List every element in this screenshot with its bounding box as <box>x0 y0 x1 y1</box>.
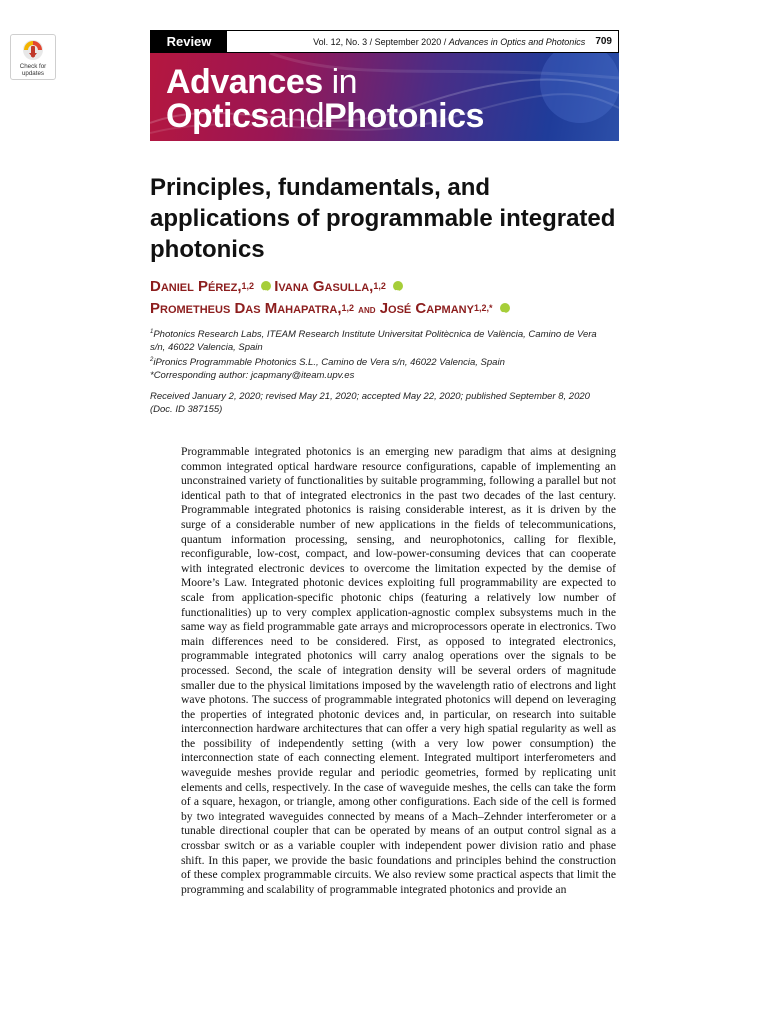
running-header <box>150 30 619 53</box>
journal-name-italic: Advances in Optics and Photonics <box>448 36 586 47</box>
updates-icon <box>21 38 45 62</box>
affiliations <box>150 326 610 382</box>
orcid-icon[interactable] <box>393 281 403 291</box>
author-and: and <box>358 304 376 316</box>
corresponding-author: *Corresponding author: jcapmany@iteam.upv.es <box>150 369 355 381</box>
affiliation-2: $^2$iPronics Programmable Photonics S.L., Camino de Vera s/n, 46022 Valencia, Spain <box>150 357 505 369</box>
author-list <box>150 276 630 321</box>
article-title: Principles, fundamentals, and applications of programmable integrated photonics <box>150 174 616 263</box>
author-4: José Capmany <box>379 300 474 317</box>
logo-word-and: and <box>268 97 325 135</box>
journal-logo-line1 <box>166 65 357 99</box>
author-3-affil: 1,2 <box>341 303 354 313</box>
volume-info <box>227 37 595 47</box>
author-1: Daniel Pérez, <box>150 278 242 295</box>
journal-logo-line2 <box>166 99 484 133</box>
journal-banner <box>150 53 619 141</box>
logo-word-advances: Advances <box>166 63 323 101</box>
publication-dates: Received January 2, 2020; revised May 21, 2020; accepted May 22, 2020; published September 8, 2020 (Doc. ID 387155) <box>150 391 590 415</box>
section-label: Review <box>151 31 227 52</box>
author-2: Ivana Gasulla, <box>274 278 374 295</box>
volume-text: Vol. 12, No. 3 / September 2020 / <box>313 36 447 47</box>
logo-word-in: in <box>331 63 358 101</box>
check-for-updates-badge[interactable] <box>10 34 56 80</box>
logo-word-optics: Optics <box>166 97 269 135</box>
author-2-affil: 1,2 <box>373 281 386 291</box>
orcid-icon[interactable] <box>500 303 510 313</box>
badge-text: Check for updates <box>19 63 47 77</box>
author-1-affil: 1,2 <box>241 281 255 291</box>
author-3: Prometheus Das Mahapatra, <box>150 300 342 317</box>
orcid-icon[interactable] <box>261 281 271 291</box>
abstract-text: Programmable integrated photonics is an emerging new paradigm that aims at designing common integrated optical hardware resource configurations, capable of implementing an unconstrained variety of functionalities by suitable programming, following a parallel but not identical path to that of integrated electronics in the past two decades of the last century. Programmable integrated photonics is raising considerable interest, as it is driven by the surge of a considerable number of new applications in the fields of telecommunications, quantum information processing, sensing, and neurophotonics, calling for flexible, reconfigurable, low-cost, compact, and low-power-consuming devices that can cooperate with integrated electronic devices to overcome the limitation expected by the demise of Moore’s Law. Integrated photonic devices exploiting full programmability are expected to scale from application-specific photonic chips (featuring a relatively low number of functionalities) up to very complex application-agnostic complex subsystems much in the same way as field programmable gate arrays and microprocessors operate in electronics. Two main differences need to be considered. First, as opposed to integrated electronics, programmable integrated photonics will carry analog operations over the signals to be processed. Second, the scale of integration density will be several orders of magnitude smaller due to the physical limitations imposed by the wavelength ratio of electrons and light wave photons. The success of programmable integrated photonics will depend on leveraging the properties of integrated photonic devices and, in particular, on research into suitable interconnection hardware architectures that can offer a very high spatial regularity as well as the possibility of independently setting (with a very low power consumption) the interconnection state of each connecting element. Integrated multiport interferometers and waveguide meshes provide regular and periodic geometries, formed by replicating unit elements and cells, respectively. In the case of waveguide meshes, the cells can take the form of a square, hexagon, or triangle, among other configurations. Each side of the cell is formed by two integrated waveguides connected by means of a Mach–Zehnder interferometer or a tunable directional coupler that can be operated by means of an output control signal as a crossbar switch or as a variable coupler with independent power division ratio and phase shift. In this paper, we provide the basic foundations and principles behind the construction of these complex programmable circuits. We also review some practical aspects that limit the programming and scalability of programmable integrated photonics and provide an <box>181 445 616 896</box>
author-4-affil: 1,2,* <box>473 303 493 313</box>
logo-word-photonics: Photonics <box>324 97 484 135</box>
page-number: 709 <box>595 36 612 47</box>
affiliation-1: $^1$Photonics Research Labs, ITEAM Research Institute Universitat Politècnica de València, Camino de Vera s/n, 46022 Valencia, Spain <box>150 329 597 353</box>
